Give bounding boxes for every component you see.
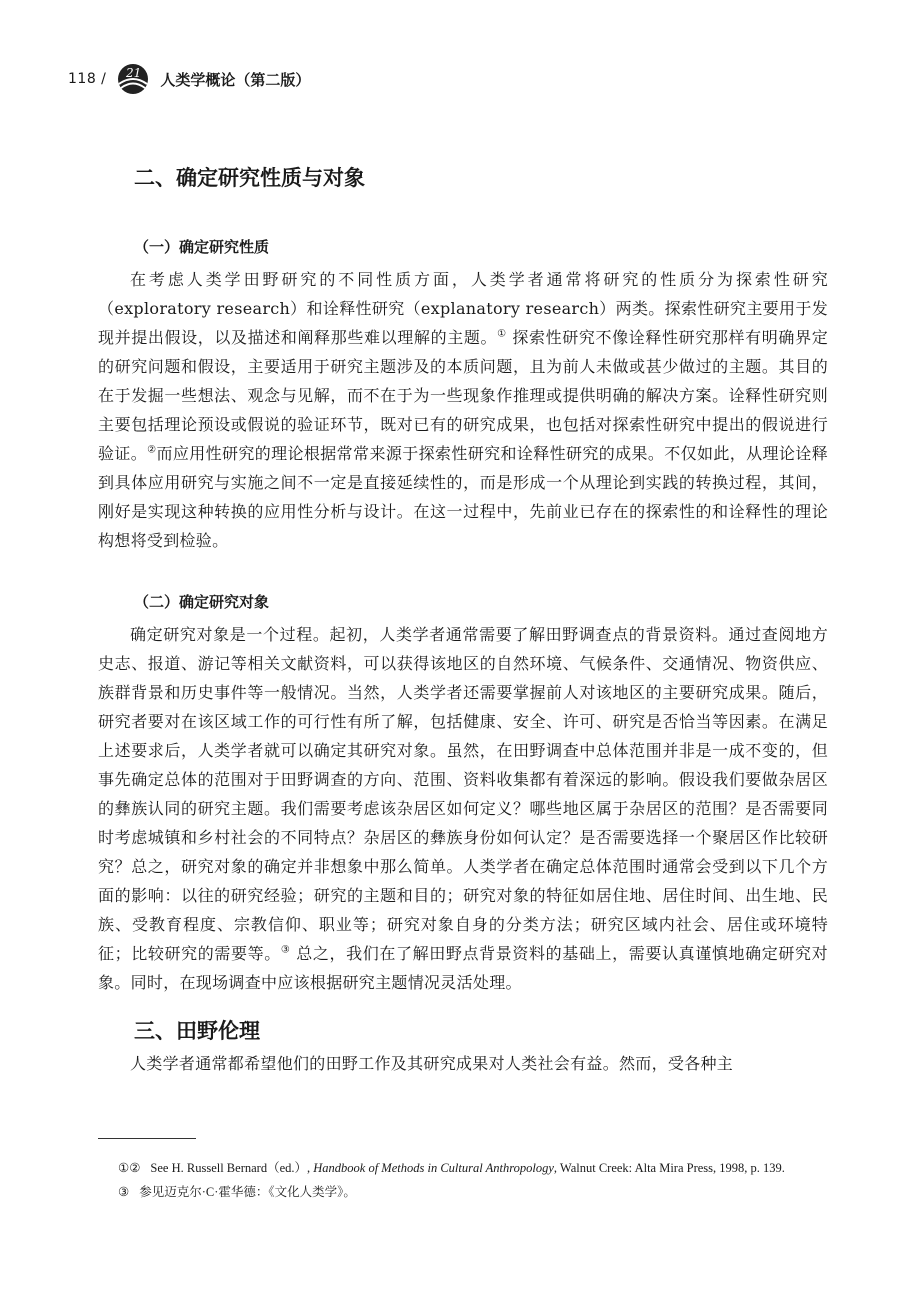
page-header	[68, 62, 310, 96]
footnote-mark: ③	[118, 1185, 130, 1199]
section-heading-2: 二、确定研究性质与对象	[134, 166, 365, 190]
footnote-1-2	[118, 1156, 830, 1180]
subsection-heading-1: （一）确定研究性质	[134, 238, 270, 256]
footnote-mark: ①②	[118, 1161, 141, 1175]
publisher-logo-icon	[114, 62, 152, 96]
paragraph-text: 探索性研究不像诠释性研究那样有明确界定的研究问题和假设，主要适用于研究主题涉及的本质问题，且为前人未做或甚少做过的主题。其目的在于发掘一些想法、观念与见解，而不在于为一些现象作推理或提供明确的解决方案。诠释性研究则主要包括理论预设或假说的验证环节，既对已有的研究成果，也包括对探索性研究中提出的假说进行验证。	[98, 328, 828, 463]
paragraph-research-object	[98, 620, 828, 997]
footnote-ref-2: ②	[147, 444, 157, 456]
paragraph-text: 确定研究对象是一个过程。起初，人类学者通常需要了解田野调查点的背景资料。通过查阅地方史志、报道、游记等相关文献资料，可以获得该地区的自然环境、气候条件、交通情况、物资供应、族群背景和历史事件等一般情况。当然，人类学者还需要掌握前人对该地区的主要研究成果。随后，研究者要对在该区域工作的可行性有所了解，包括健康、安全、许可、研究是否恰当等因素。在满足上述要求后，人类学者就可以确定其研究对象。虽然，在田野调查中总体范围并非是一成不变的，但事先确定总体的范围对于田野调查的方向、范围、资料收集都有着深远的影响。假设我们要做杂居区的彝族认同的研究主题。我们需要考虑该杂居区如何定义？哪些地区属于杂居区的范围？是否需要同时考虑城镇和乡村社会的不同特点？杂居区的彝族身份如何认定？是否需要选择一个聚居区作比较研究？总之，研究对象的确定并非想象中那么简单。人类学者在确定总体范围时通常会受到以下几个方面的影响：以往的研究经验；研究的主题和目的；研究对象的特征如居住地、居住时间、出生地、民族、受教育程度、宗教信仰、职业等；研究对象自身的分类方法；研究区域内社会、居住或环境特征；比较研究的需要等。	[98, 625, 828, 963]
footnote-text: , Walnut Creek: Alta Mira Press, 1998, p. 139.	[553, 1161, 785, 1175]
footnote-ref-3: ③	[280, 944, 291, 956]
main-content	[98, 160, 828, 1078]
footnote-text: 参见迈克尔·C·霍华德：《文化人类学》。	[139, 1185, 356, 1199]
subsection-heading-2: （二）确定研究对象	[134, 593, 270, 611]
svg-text:21: 21	[126, 66, 142, 80]
page-number: 118 /	[68, 71, 107, 87]
paragraph-research-nature	[98, 265, 828, 555]
paragraph-field-ethics: 人类学者通常都希望他们的田野工作及其研究成果对人类社会有益。然而，受各种主	[130, 1054, 734, 1073]
book-title: 人类学概论（第二版）	[160, 70, 311, 89]
section-heading-3: 三、田野伦理	[134, 1019, 260, 1043]
paragraph-text: 在考虑人类学田野研究的不同性质方面，人类学者通常将研究的性质分为探索性研究（exploratory research）和诠释性研究（explanatory research）两类。探索性研究主要用于发现并提出假设，以及描述和阐释那些难以理解的主题。	[98, 270, 828, 347]
footnote-divider	[98, 1138, 196, 1139]
footnote-3	[118, 1180, 830, 1204]
paragraph-text: 而应用性研究的理论根据常常来源于探索性研究和诠释性研究的成果。不仅如此，从理论诠释到具体应用研究与实施之间不一定是直接延续性的，而是形成一个从理论到实践的转换过程，其间，刚好是实现这种转换的应用性分析与设计。在这一过程中，先前业已存在的探索性的和诠释性的理论构想将受到检验。	[98, 444, 828, 550]
footnote-text: See H. Russell Bernard（ed.）,	[150, 1161, 314, 1175]
footnotes	[118, 1156, 830, 1204]
paragraph-text: 总之，我们在了解田野点背景资料的基础上，需要认真谨慎地确定研究对象。同时，在现场调查中应该根据研究主题情况灵活处理。	[98, 944, 828, 992]
footnote-ref-1: ①	[497, 328, 507, 340]
footnote-book-title: Handbook of Methods in Cultural Anthropology	[313, 1161, 554, 1175]
